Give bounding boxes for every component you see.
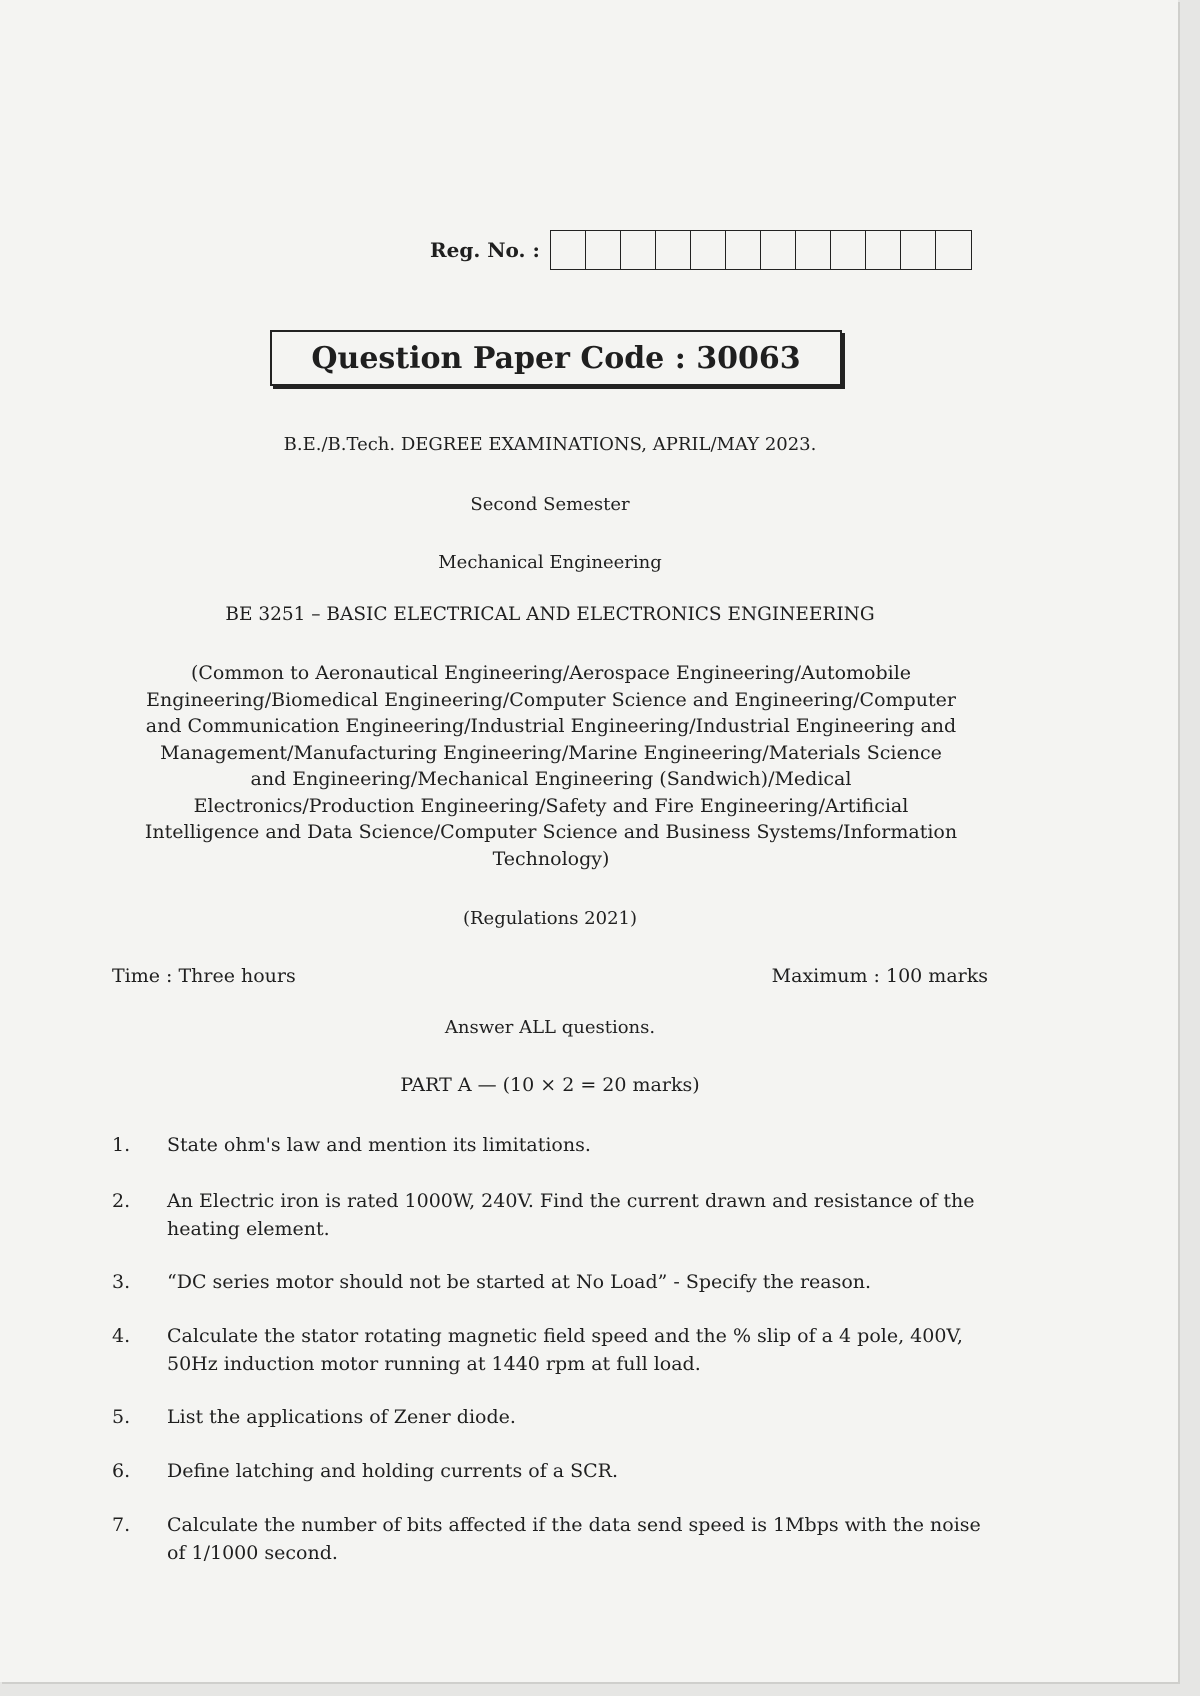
reg-digit-box (726, 231, 761, 269)
question-text: Define latching and holding currents of a SCR. (167, 1460, 619, 1482)
reg-digit-box (551, 231, 586, 269)
subject-title: BE 3251 – BASIC ELECTRICAL AND ELECTRONICS ENGINEERING (225, 604, 875, 625)
instruction: Answer ALL questions. (444, 1017, 656, 1038)
question-text: An Electric iron is rated 1000W, 240V. Find the current drawn and resistance of the heating element. (167, 1190, 975, 1240)
reg-digit-box (866, 231, 901, 269)
question-number: 1. (112, 1134, 131, 1156)
question-number: 4. (112, 1325, 131, 1347)
reg-digit-box (936, 231, 971, 269)
common-line: Technology) (492, 847, 610, 870)
reg-digit-box (621, 231, 656, 269)
question-text: “DC series motor should not be started at No Load” - Specify the reason. (167, 1271, 872, 1293)
question-number: 5. (112, 1406, 131, 1428)
common-line: Management/Manufacturing Engineering/Marine Engineering/Materials Science (160, 741, 942, 764)
question-item (112, 1131, 992, 1159)
question-item (112, 1322, 992, 1378)
question-item (112, 1268, 992, 1296)
semester: Second Semester (470, 494, 630, 515)
reg-digit-box (761, 231, 796, 269)
question-number: 2. (112, 1190, 131, 1212)
reg-number-label: Reg. No. : (430, 238, 540, 262)
common-to-branches (108, 660, 994, 872)
question-number: 6. (112, 1460, 131, 1482)
reg-digit-box (656, 231, 691, 269)
part-a-heading: PART A — (10 × 2 = 20 marks) (400, 1074, 700, 1096)
question-number: 7. (112, 1514, 131, 1536)
question-text: List the applications of Zener diode. (167, 1406, 516, 1428)
common-line: Intelligence and Data Science/Computer Science and Business Systems/Information (144, 821, 958, 843)
common-line: Electronics/Production Engineering/Safety and Fire Engineering/Artificial (193, 794, 909, 817)
reg-digit-box (586, 231, 621, 269)
common-line: and Communication Engineering/Industrial Engineering/Industrial Engineering and (145, 715, 957, 737)
question-text: State ohm's law and mention its limitations. (167, 1134, 591, 1156)
question-item (112, 1457, 992, 1485)
branch: Mechanical Engineering (438, 552, 662, 573)
common-line: Engineering/Biomedical Engineering/Computer Science and Engineering/Computer (146, 688, 956, 711)
reg-digit-box (796, 231, 831, 269)
exam-duration: Time : Three hours (112, 965, 296, 987)
reg-number-row (430, 230, 972, 270)
reg-digit-box (831, 231, 866, 269)
reg-number-boxes (550, 230, 972, 270)
question-text: Calculate the stator rotating magnetic field speed and the % slip of a 4 pole, 400V, 50Hz induction motor running at 1440 rpm at full load. (167, 1325, 963, 1375)
question-item (112, 1403, 992, 1431)
question-item (112, 1187, 992, 1243)
question-text: Calculate the number of bits affected if the data send speed is 1Mbps with the noise of 1/1000 second. (167, 1514, 981, 1564)
maximum-marks: Maximum : 100 marks (771, 965, 988, 987)
reg-digit-box (901, 231, 936, 269)
common-line: and Engineering/Mechanical Engineering (Sandwich)/Medical (250, 768, 852, 790)
reg-digit-box (691, 231, 726, 269)
exam-title: B.E./B.Tech. DEGREE EXAMINATIONS, APRIL/MAY 2023. (283, 434, 817, 455)
question-number: 3. (112, 1271, 131, 1293)
common-line: (Common to Aeronautical Engineering/Aerospace Engineering/Automobile (190, 662, 912, 684)
regulations: (Regulations 2021) (462, 908, 638, 929)
question-paper-code: Question Paper Code : 30063 (270, 330, 842, 386)
question-item (112, 1511, 992, 1567)
